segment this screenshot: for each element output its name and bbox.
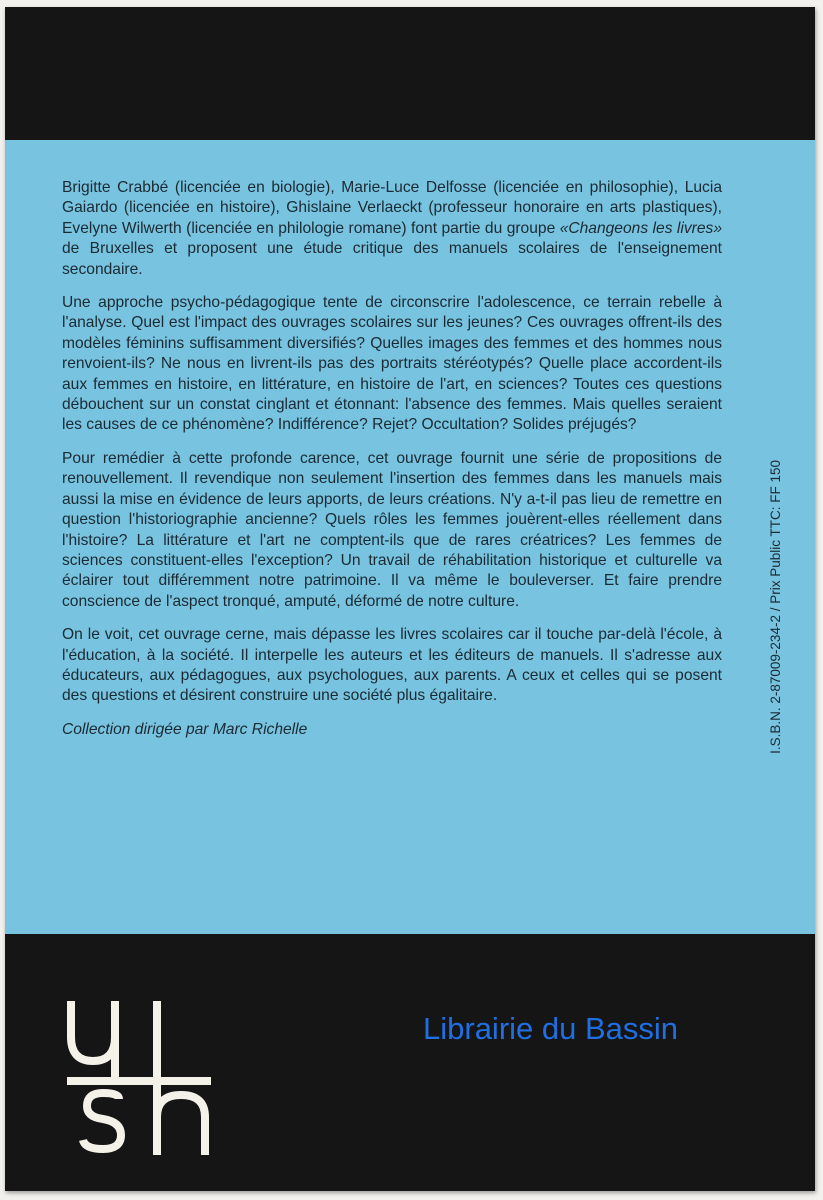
bookshop-watermark: Librairie du Bassin — [423, 1011, 679, 1046]
blurb-paragraph-authors — [62, 178, 722, 280]
group-name: «Changeons les livres» — [559, 219, 722, 237]
authors-text-end: de Bruxelles et proposent une étude critique des manuels scolaires de l'enseignement secondaire. — [62, 240, 722, 278]
isbn-price-vertical: I.S.B.N. 2-87009-234-2 / Prix Public TTC: FF 150 — [768, 460, 783, 754]
blurb-paragraph-approach: Une approche psycho-pédagogique tente de circonscrire l'adolescence, ce terrain rebelle à l'analyse. Quel est l'impact des ouvrages scolaires sur les jeunes? Ces ouvrages offrent-ils des modèles féminins suffisamment diversifiés? Quelles images des femmes et des hommes nous renvoient-ils? Ne nous en livrent-ils pas des portraits stéréotypés? Quelle place accordent-ils aux femmes en histoire, en littérature, en histoire de l'art, en sciences? Toutes ces questions débouchent sur un constat cinglant et étonnant: l'absence des femmes. Mais quelles seraient les causes de ce phénomène? Indifférence? Rejet? Occultation? Solides préjugés? — [62, 294, 722, 434]
blurb-paragraph-renewal: Pour remédier à cette profonde carence, cet ouvrage fournit une série de propositions de renouvellement. Il revendique non seulement l'insertion des femmes dans les manuels mais aussi la mise en évidence de leurs apports, de leurs créations. N'y a-t-il pas lieu de remettre en question l'historiographie ancienne? Quels rôles les femmes jouèrent-elles réellement dans l'histoire? La littérature et l'art ne comptent-ils que de rares créatrices? Les femmes de sciences constituent-elles l'exception? Un travail de réhabilitation historique et culturelle va éclairer tout différemment notre patrimoine. Il va même le bouleverser. Et faire prendre conscience de l'aspect tronqué, amputé, déformé de notre culture. — [62, 449, 722, 610]
collection-credit: Collection dirigée par Marc Richelle — [62, 720, 308, 738]
blurb-paragraph-scope: On le voit, cet ouvrage cerne, mais dépasse les livres scolaires car il touche par-delà l'école, à l'éducation, à la société. Il interpelle les auteurs et les éditeurs de manuels. Il s'adresse aux éducateurs, aux pédagogues, aux psychologues, aux parents. A ceux et celles qui se posent des questions et désirent construire une société plus égalitaire. — [62, 626, 722, 705]
blurb-text — [62, 178, 722, 753]
book-back-cover — [5, 7, 815, 1191]
authors-text: Brigitte Crabbé (licenciée en biologie), Marie-Luce Delfosse (licenciée en philosophie), Lucia Gaiardo (licenciée en histoire), Ghislaine Verlaeckt (professeur honoraire en arts plastiques), Evelyne Wilwerth (licenciée en philologie romane) font partie du groupe — [62, 179, 722, 237]
blue-text-band — [5, 140, 815, 934]
publisher-logo — [45, 995, 245, 1165]
